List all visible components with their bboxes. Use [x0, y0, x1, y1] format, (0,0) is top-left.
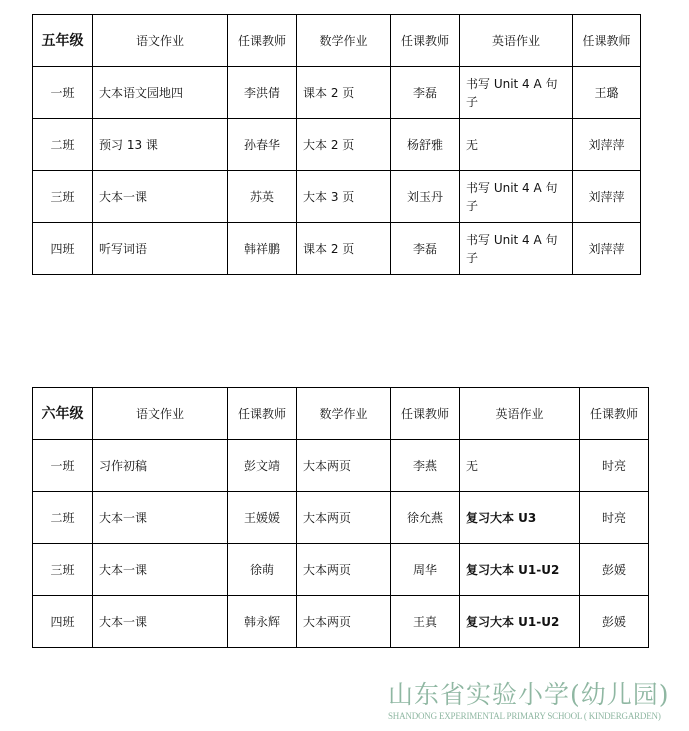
english-homework: 无: [460, 440, 580, 492]
table-header-row: [33, 388, 649, 440]
chinese-homework-header: 语文作业: [93, 388, 228, 440]
math-homework: 课本 2 页: [297, 67, 391, 119]
math-homework-header: 数学作业: [297, 388, 391, 440]
table-row: [33, 67, 641, 119]
grade6-homework-table: [32, 387, 649, 648]
chinese-homework: 大本语文园地四: [93, 67, 228, 119]
chinese-teacher: 韩永辉: [228, 596, 297, 648]
math-homework: 大本 3 页: [297, 171, 391, 223]
table-row: [33, 544, 649, 596]
grade5-homework-table: [32, 14, 641, 275]
english-teacher: 时亮: [580, 492, 649, 544]
english-teacher: 刘萍萍: [573, 119, 641, 171]
math-homework-header: 数学作业: [297, 15, 391, 67]
chinese-teacher-header: 任课教师: [228, 15, 297, 67]
english-teacher: 王璐: [573, 67, 641, 119]
math-teacher: 王真: [391, 596, 460, 648]
math-teacher: 李磊: [391, 223, 460, 275]
chinese-homework: 大本一课: [93, 171, 228, 223]
chinese-teacher: 彭文靖: [228, 440, 297, 492]
school-name-english: SHANDONG EXPERIMENTAL PRIMARY SCHOOL ( KINDERGARDEN): [388, 711, 661, 721]
grade-header: 五年级: [33, 15, 93, 67]
school-logo: [388, 680, 684, 722]
table-row: [33, 171, 641, 223]
chinese-teacher-header: 任课教师: [228, 388, 297, 440]
math-teacher: 周华: [391, 544, 460, 596]
english-teacher: 刘萍萍: [573, 223, 641, 275]
english-homework: 书写 Unit 4 A 句子: [460, 223, 573, 275]
math-homework: 大本两页: [297, 492, 391, 544]
grade-header: 六年级: [33, 388, 93, 440]
class-name: 三班: [33, 171, 93, 223]
math-homework: 大本两页: [297, 440, 391, 492]
chinese-teacher: 孙春华: [228, 119, 297, 171]
class-name: 一班: [33, 67, 93, 119]
english-homework: 复习大本 U1-U2: [460, 544, 580, 596]
english-teacher: 刘萍萍: [573, 171, 641, 223]
table-row: [33, 440, 649, 492]
english-homework: 复习大本 U3: [460, 492, 580, 544]
english-homework-header: 英语作业: [460, 15, 573, 67]
math-homework: 大本 2 页: [297, 119, 391, 171]
math-homework: 大本两页: [297, 596, 391, 648]
chinese-homework: 大本一课: [93, 492, 228, 544]
math-teacher-header: 任课教师: [391, 388, 460, 440]
chinese-homework: 预习 13 课: [93, 119, 228, 171]
table-row: [33, 596, 649, 648]
math-teacher: 徐允燕: [391, 492, 460, 544]
english-homework: 书写 Unit 4 A 句子: [460, 67, 573, 119]
chinese-homework-header: 语文作业: [93, 15, 228, 67]
math-teacher: 刘玉丹: [391, 171, 460, 223]
table-row: [33, 223, 641, 275]
class-name: 四班: [33, 223, 93, 275]
math-teacher: 杨舒雅: [391, 119, 460, 171]
chinese-teacher: 徐萌: [228, 544, 297, 596]
english-homework: 无: [460, 119, 573, 171]
chinese-teacher: 李洪倩: [228, 67, 297, 119]
math-teacher: 李磊: [391, 67, 460, 119]
math-teacher: 李燕: [391, 440, 460, 492]
table-header-row: [33, 15, 641, 67]
math-homework: 大本两页: [297, 544, 391, 596]
chinese-homework: 大本一课: [93, 596, 228, 648]
english-teacher-header: 任课教师: [580, 388, 649, 440]
table-row: [33, 119, 641, 171]
english-homework-header: 英语作业: [460, 388, 580, 440]
class-name: 二班: [33, 492, 93, 544]
class-name: 一班: [33, 440, 93, 492]
table-row: [33, 492, 649, 544]
english-homework: 复习大本 U1-U2: [460, 596, 580, 648]
math-teacher-header: 任课教师: [391, 15, 460, 67]
english-teacher: 时亮: [580, 440, 649, 492]
chinese-teacher: 苏英: [228, 171, 297, 223]
class-name: 三班: [33, 544, 93, 596]
chinese-homework: 习作初稿: [93, 440, 228, 492]
chinese-homework: 听写词语: [93, 223, 228, 275]
english-teacher: 彭媛: [580, 596, 649, 648]
math-homework: 课本 2 页: [297, 223, 391, 275]
chinese-teacher: 王媛媛: [228, 492, 297, 544]
chinese-homework: 大本一课: [93, 544, 228, 596]
english-teacher-header: 任课教师: [573, 15, 641, 67]
class-name: 二班: [33, 119, 93, 171]
class-name: 四班: [33, 596, 93, 648]
chinese-teacher: 韩祥鹏: [228, 223, 297, 275]
english-teacher: 彭媛: [580, 544, 649, 596]
school-name-chinese: 山东省实验小学(幼儿园): [388, 680, 670, 709]
english-homework: 书写 Unit 4 A 句子: [460, 171, 573, 223]
